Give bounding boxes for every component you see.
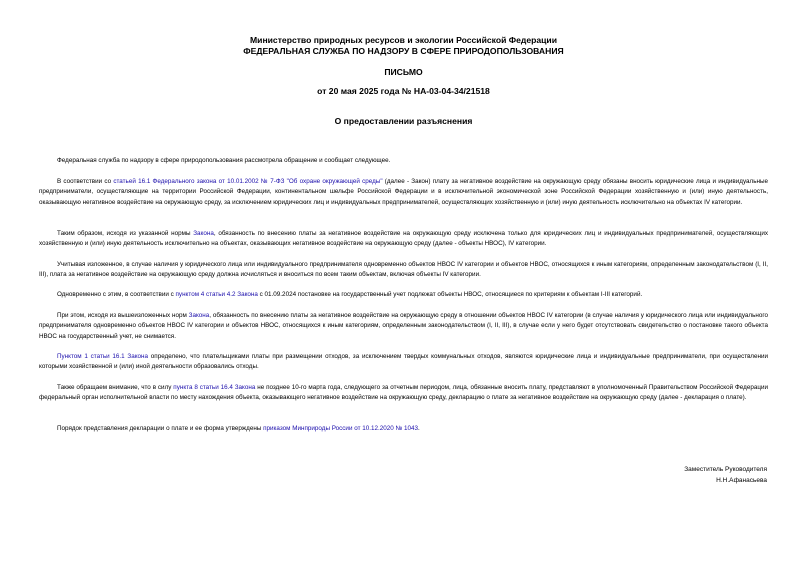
document-type: ПИСЬМО	[384, 67, 423, 77]
paragraph-6-text-start: При этом, исходя из вышеизложенных норм	[57, 312, 189, 319]
paragraph-7-text-end: определено, что плательщиками платы при размещении отходов, за исключением твердых коммунальных отходов, являются юридические лица и индивидуальные предприниматели, при осуществлении которыми хозяйственной и (или) иной деятельности образовались отходы.	[39, 353, 768, 371]
paragraph-3-text-end: , обязанность по внесению платы за негативное воздействие на окружающую среду исключена только для юридических лиц и индивидуальных предпринимателей, осуществляющих хозяйственную и (или) иную деятельность исключительно на объектах, оказывающих негативное воздействие на окружающую среду (далее - объекты НВОС), IV категории.	[39, 230, 768, 248]
law-link[interactable]: Закона	[193, 230, 214, 237]
paragraph-4: Учитывая изложенное, в случае наличия у юридического лица или индивидуального предпринимателя одновременно объектов НВОС IV категории и объектов НВОС, относящихся к иным категориям, определенным законодательством (I, II, III), плата за негативное воздействие на окружающую среду должна исчисляться и вноситься по всем таким объектам, включая объекты IV категории.	[39, 261, 768, 279]
paragraph-2-text-start: В соответствии со	[57, 178, 114, 185]
paragraph-2-text-end: (далее - Закон) плату за негативное воздействие на окружающую среду обязаны вносить юридические лица и индивидуальные предприниматели, осуществляющие на территории Российской Федерации, континентальном шельфе Российской Федерации и в исключительной экономической зоне Российской Федерации хозяйственную и (или) иную деятельность, оказывающую негативное воздействие на окружающую среду, за исключением юридических лиц и индивидуальных предпринимателей, осуществляющих хозяйственную и (или) иную деятельность исключительно на объектах IV категории.	[39, 178, 768, 206]
signatory-name: Н.Н.Афанасьева	[716, 477, 767, 484]
paragraph-9-text-start: Порядок представления декларации о плате и ее форма утверждены	[57, 425, 264, 432]
paragraph-3-text-start: Таким образом, исходя из указанной нормы	[57, 230, 194, 237]
paragraph-5-text-start: Одновременно с этим, в соответствии с	[57, 291, 176, 298]
law-article-16-4-point-8-link[interactable]: пункта 8 статьи 16.4 Закона	[173, 384, 256, 391]
signatory-position: Заместитель Руководителя	[684, 466, 767, 473]
paragraph-6-text-end: , обязанность по внесению платы за негативное воздействие на окружающую среду в отношении объектов НВОС IV категории (в случае наличия у юридического лица или индивидуального предпринимателя одновременно объектов НВОС IV категории и объектов НВОС, относящихся к иным категориям, определенным законодательством (I, II, III), в случае если у него будет отсутствовать свидетельство о постановке такого объекта НВОС на государственный учет, не снимается.	[39, 312, 768, 340]
document-subject: О предоставлении разъяснения	[334, 116, 473, 126]
minprirody-order-link[interactable]: приказом Минприроды России от 10.12.2020 № 1043	[263, 425, 418, 432]
paragraph-9	[39, 424, 768, 434]
law-link[interactable]: Закона	[188, 312, 210, 319]
service-title: ФЕДЕРАЛЬНАЯ СЛУЖБА ПО НАДЗОРУ В СФЕРЕ ПРИРОДОПОЛЬЗОВАНИЯ	[243, 46, 564, 56]
paragraph-5	[39, 290, 768, 300]
ministry-title: Министерство природных ресурсов и экологии Российской Федерации	[250, 35, 557, 45]
paragraph-9-text-end: .	[418, 425, 420, 432]
paragraph-8	[39, 383, 768, 404]
paragraph-1: Федеральная служба по надзору в сфере природопользования рассмотрела обращение и сообщает следующее.	[57, 157, 391, 164]
law-article-16-1-link[interactable]: статьей 16.1 Федерального закона от 10.01.2002 № 7-ФЗ "Об охране окружающей среды"	[113, 178, 383, 185]
paragraph-5-text-end: с 01.09.2024 постановке на государственный учет подлежат объекты НВОС, относящиеся по критериям к объектам I-III категорий.	[257, 291, 643, 298]
document-date-number: от 20 мая 2025 года № НА-03-04-34/21518	[317, 86, 490, 96]
paragraph-7	[39, 352, 768, 373]
paragraph-8-text-end: не позднее 10-го марта года, следующего за отчетным периодом, лица, обязанные вносить плату, представляют в уполномоченный Правительством Российской Федерации федеральный орган исполнительной власти по месту нахождения объекта, оказывающего негативное воздействие на окружающую среду, декларацию о плате за негативное воздействие на окружающую среду (далее - декларация о плате).	[39, 384, 768, 402]
paragraph-2	[39, 177, 768, 208]
law-article-16-1-point-1-link[interactable]: Пунктом 1 статьи 16.1 Закона	[57, 353, 149, 360]
paragraph-8-text-start: Также обращаем внимание, что в силу	[57, 384, 174, 391]
paragraph-6	[39, 311, 768, 342]
law-article-4-2-link[interactable]: пунктом 4 статьи 4.2 Закона	[175, 291, 258, 298]
paragraph-3	[39, 229, 768, 250]
